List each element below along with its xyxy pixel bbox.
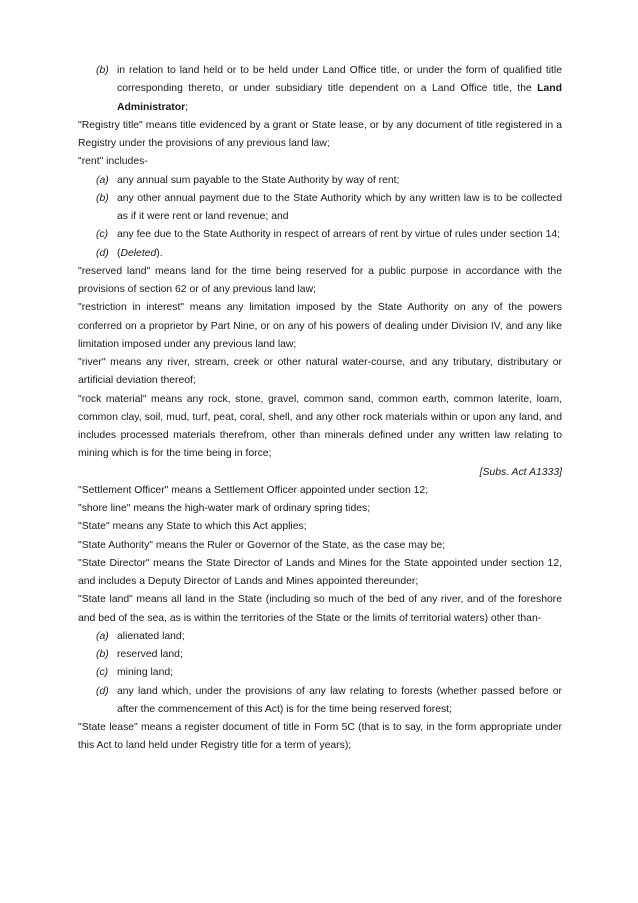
definition-paragraph: "rock material" means any rock, stone, gravel, common sand, common earth, common laterite, loam, common clay, soil, mud, turf, peat, coral, shell, and any other rock materials within or upon any land, and includes processed materials therefrom, other than minerals defined under any written law relating to mining which is for the time being in force;	[78, 393, 562, 460]
definition-paragraph: "State" means any State to which this Act applies;	[78, 521, 307, 533]
item-text: reserved land;	[117, 649, 183, 660]
item-text: any land which, under the provisions of any law relating to forests (whether passed before or after the commencement of this Act) is for the time being reserved forest;	[117, 685, 562, 715]
list-item	[78, 245, 562, 263]
list-item	[78, 226, 562, 244]
definition-paragraph: "restriction in interest" means any limitation imposed by the State Authority on any of the powers conferred on a proprietor by Part Nine, or on any of his powers of dealing under Division IV, and any like limitation imposed under any previous land law;	[78, 302, 562, 350]
list-item	[78, 628, 562, 646]
item-text-after: ;	[185, 101, 189, 113]
list-item	[78, 683, 562, 720]
list-item	[78, 172, 562, 190]
item-text: any annual sum payable to the State Authority by way of rent;	[117, 174, 400, 186]
definition-paragraph: "Settlement Officer" means a Settlement Officer appointed under section 12;	[78, 484, 429, 496]
item-italic-text: Deleted	[120, 247, 157, 259]
definition-paragraph: "rent" includes-	[78, 156, 148, 168]
item-label: (d)	[96, 685, 109, 697]
item-text: any fee due to the State Authority in respect of arrears of rent by virtue of rules under section 14;	[117, 229, 561, 241]
definition-paragraph: "river" means any river, stream, creek or other natural water-course, and any tributary, distributary or artificial deviation thereof;	[78, 357, 562, 387]
item-text: any other annual payment due to the State Authority which by any written law is to be collected as if it were rent or land revenue; and	[117, 192, 562, 222]
item-text: alienated land;	[117, 630, 185, 642]
item-label: (a)	[96, 174, 109, 186]
document-page	[78, 62, 562, 756]
amendment-reference: [Subs. Act A1333]	[479, 466, 562, 478]
list-item	[78, 190, 562, 227]
item-label: (b)	[96, 192, 109, 204]
item-text: mining land;	[117, 667, 174, 679]
item-label: (b)	[96, 65, 109, 76]
list-item	[78, 62, 562, 117]
item-text-after: ).	[156, 247, 163, 259]
definition-paragraph: "Registry title" means title evidenced by a grant or State lease, or by any document of title registered in a Registry under the provisions of any previous land law;	[78, 119, 562, 149]
definition-paragraph: "State Director" means the State Director of Lands and Mines for the State appointed under section 12, and includes a Deputy Director of Lands and Mines appointed thereunder;	[78, 557, 562, 587]
item-label: (c)	[96, 229, 109, 241]
definition-paragraph: "reserved land" means land for the time being reserved for a public purpose in accordance with the provisions of section 62 or of any previous land law;	[78, 265, 562, 295]
definition-paragraph: "State lease" means a register document of title in Form 5C (that is to say, in the form appropriate under this Act to land held under Registry title for a term of years);	[78, 722, 562, 752]
item-label: (d)	[96, 247, 109, 259]
item-text: in relation to land held or to be held under Land Office title, or under the form of qualified title corresponding thereto, or under subsidiary title dependent on a Land Office title, the	[117, 65, 562, 95]
definition-paragraph: "State Authority" means the Ruler or Governor of the State, as the case may be;	[78, 539, 446, 551]
item-text: (	[117, 247, 121, 259]
item-bold-term: Land Administrator	[117, 83, 562, 113]
list-item	[78, 664, 562, 682]
definition-paragraph: "State land" means all land in the State (including so much of the bed of any river, and of the foreshore and bed of the sea, as is within the territories of the State or the limits of territorial waters) other than-	[78, 594, 562, 624]
definition-paragraph: "shore line" means the high-water mark of ordinary spring tides;	[78, 503, 371, 514]
list-item	[78, 646, 562, 664]
item-label: (c)	[96, 667, 109, 679]
item-label: (b)	[96, 649, 109, 660]
item-label: (a)	[96, 630, 109, 642]
